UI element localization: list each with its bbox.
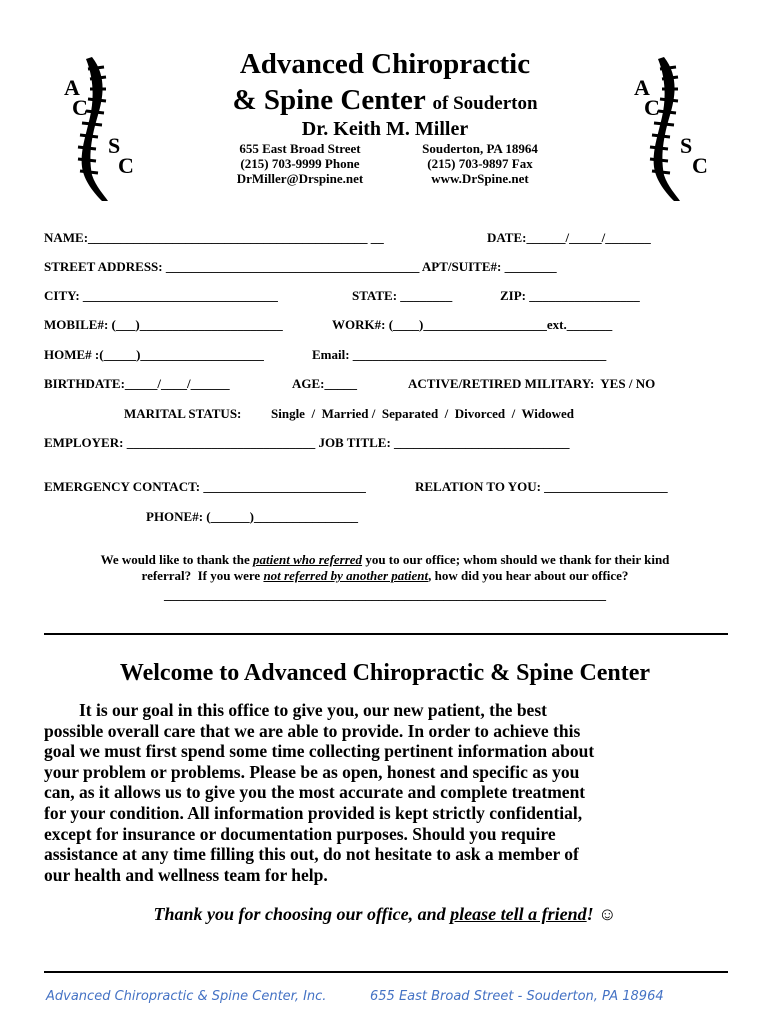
referral-answer-field[interactable]: ____________________________________________________________________ (164, 587, 606, 602)
birthdate-field[interactable]: BIRTHDATE:_____/____/______ (44, 376, 230, 391)
referral-text: We would like to thank the (100, 552, 253, 567)
section-divider (44, 633, 728, 635)
mobile-field[interactable]: MOBILE#: (___)______________________ (44, 317, 283, 332)
paragraph-line: possible overall care that we are able to provide. In order to achieve this (44, 720, 581, 741)
footer-divider (44, 971, 728, 973)
fax-number: (215) 703-9897 Fax (427, 156, 533, 171)
paragraph-line: our health and wellness team for help. (44, 864, 328, 885)
welcome-title: Welcome to Advanced Chiropractic & Spine Center (119, 660, 651, 686)
marital-status-label: MARITAL STATUS: (124, 406, 242, 421)
clinic-title-suffix: of Souderton (432, 93, 538, 114)
logo-letter-a: A (64, 75, 80, 100)
paragraph-line: except for insurance or documentation purposes. Should you require (44, 823, 556, 844)
clinic-title-name: & Spine Center (232, 84, 426, 116)
paragraph-line: can, as it allows us to give you the most accurate and complete treatment (44, 782, 586, 803)
paragraph-line: your problem or problems. Please be as open, honest and specific as you (44, 761, 580, 782)
paragraph-line: for your condition. All information provided is kept strictly confidential, (44, 802, 583, 823)
emergency-phone-field[interactable]: PHONE#: (______)________________ (146, 509, 358, 524)
welcome-paragraph (44, 700, 734, 885)
clinic-title-line2 (0, 84, 770, 117)
email-field[interactable]: Email: _______________________________________ (312, 347, 607, 362)
home-phone-field[interactable]: HOME# :(_____)___________________ (44, 347, 264, 362)
logo-letter-a: A (634, 75, 650, 100)
clinic-title-line1: Advanced Chiropractic (239, 48, 531, 80)
relation-field[interactable]: RELATION TO YOU: ___________________ (415, 479, 668, 494)
logo-letter-c: C (72, 95, 88, 120)
logo-letter-c: C (644, 95, 660, 120)
date-field[interactable]: DATE:______/_____/_______ (487, 230, 651, 245)
logo-letter-c2: C (692, 153, 708, 178)
referral-text: you to our office; whom should we thank for their kind (362, 552, 670, 567)
emergency-contact-field[interactable]: EMERGENCY CONTACT: _________________________ (44, 479, 366, 494)
city-state: Souderton, PA 18964 (422, 141, 538, 156)
referral-text: referral? If you were (141, 568, 264, 583)
street-address-field[interactable]: STREET ADDRESS: _______________________________________ APT/SUITE#: ________ (44, 259, 557, 274)
state-field[interactable]: STATE: ________ (352, 288, 453, 303)
paragraph-line: It is our goal in this office to give you, our new patient, the best (44, 700, 547, 720)
footer-company: Advanced Chiropractic & Spine Center, Inc. (46, 989, 327, 1004)
logo-letter-s: S (108, 133, 121, 158)
referral-text: , how did you hear about our office? (428, 568, 629, 583)
doctor-name: Dr. Keith M. Miller (301, 118, 469, 140)
military-field[interactable]: ACTIVE/RETIRED MILITARY: YES / NO (408, 376, 656, 391)
street-address: 655 East Broad Street (239, 141, 361, 156)
logo-letter-s: S (680, 133, 693, 158)
referral-line1 (0, 552, 770, 568)
email-address: DrMiller@Drspine.net (236, 171, 364, 186)
zip-field[interactable]: ZIP: _________________ (500, 288, 640, 303)
logo-letter-c2: C (118, 153, 134, 178)
age-field[interactable]: AGE:_____ (292, 376, 357, 391)
referral-emphasis: not referred by another patient (263, 568, 429, 583)
marital-status-options[interactable]: Single / Married / Separated / Divorced / Widowed (271, 406, 574, 421)
paragraph-line: goal we must first spend some time collecting pertinent information about (44, 741, 595, 762)
referral-emphasis: patient who referred (253, 552, 363, 567)
left-address-block (215, 141, 385, 186)
tell-a-friend: please tell a friend (450, 904, 587, 924)
website: www.DrSpine.net (431, 171, 529, 186)
employer-field[interactable]: EMPLOYER: _____________________________ JOB TITLE: ___________________________ (44, 435, 570, 450)
smiley-icon: ! ☺ (586, 904, 617, 924)
footer-address: 655 East Broad Street - Souderton, PA 18964 (370, 989, 664, 1004)
phone-number: (215) 703-9999 Phone (240, 156, 360, 171)
paragraph-line: assistance at any time filling this out, do not hesitate to ask a member of (44, 844, 579, 865)
city-field[interactable]: CITY: ______________________________ (44, 288, 278, 303)
name-field[interactable]: NAME:___________________________________________ __ (44, 230, 384, 245)
work-field[interactable]: WORK#: (____)___________________ext._______ (332, 317, 613, 332)
right-address-block (400, 141, 560, 186)
thanks-text: Thank you for choosing our office, and (153, 904, 451, 924)
referral-line2 (0, 568, 770, 584)
thank-you-line (0, 904, 770, 925)
